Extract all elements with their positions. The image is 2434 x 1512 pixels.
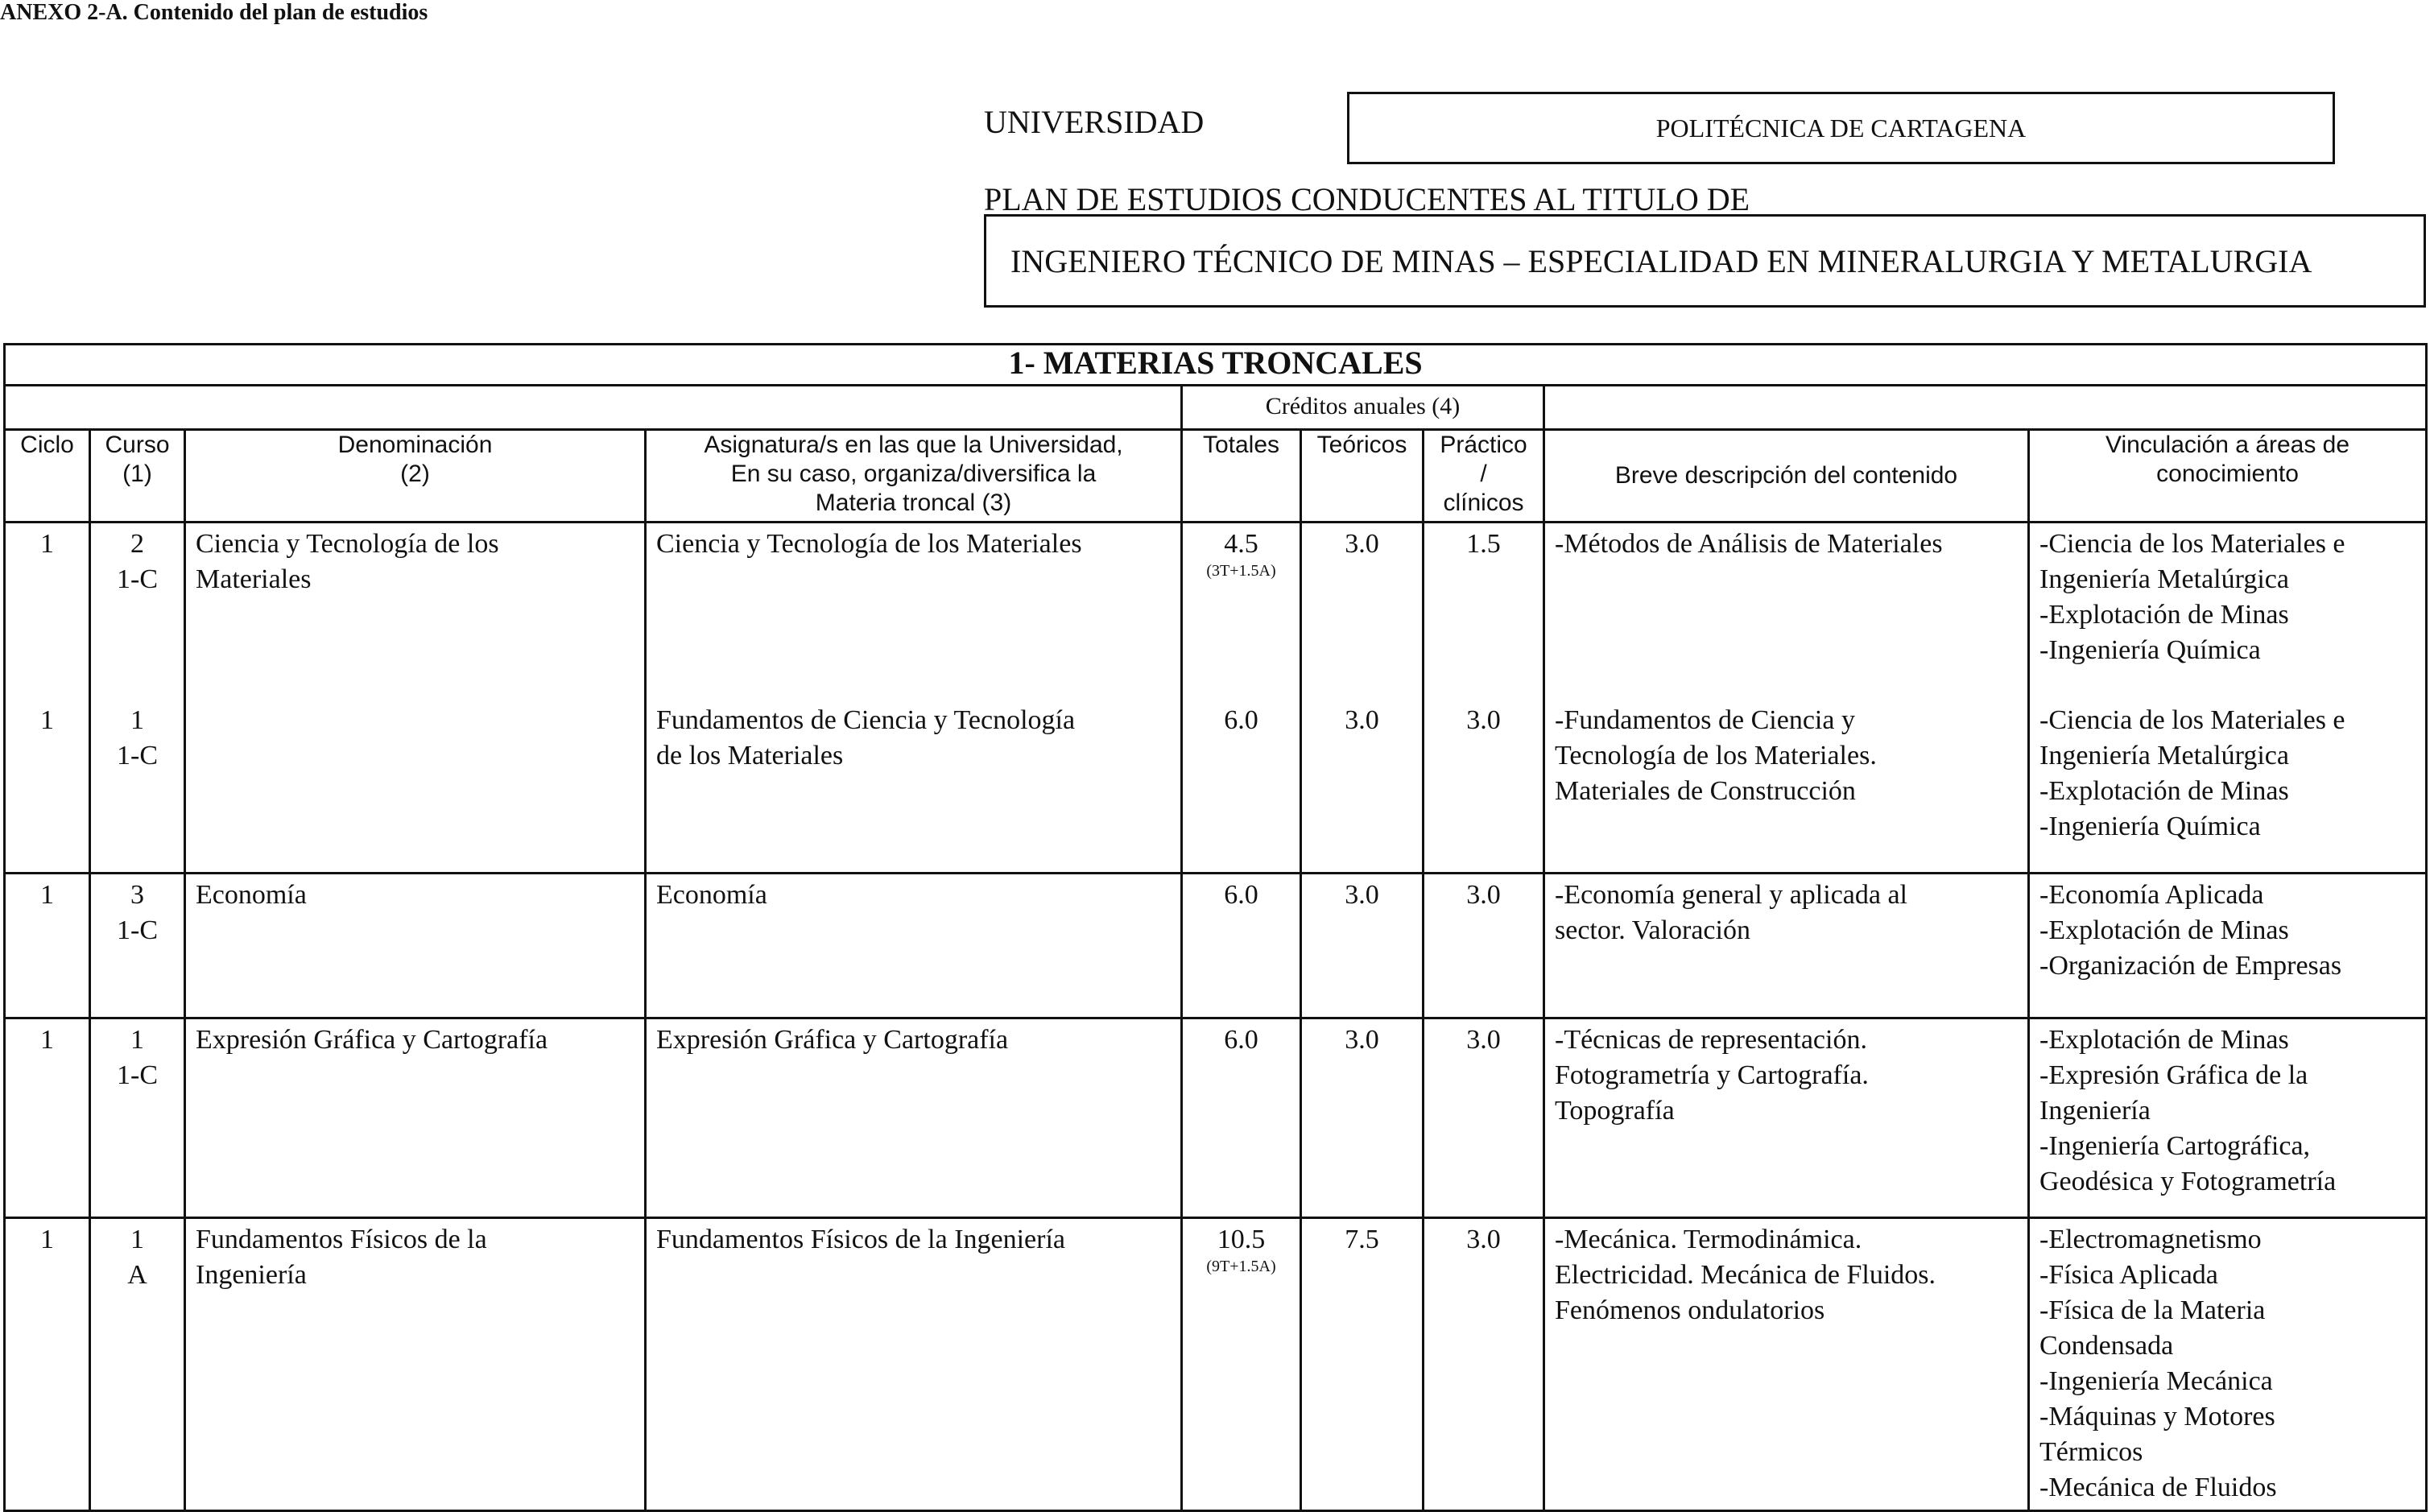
totales-note: (9T+1.5A) — [1206, 1258, 1276, 1275]
descripcion-line: Tecnología de los Materiales. — [1555, 740, 1877, 770]
header-denominacion-label: Denominación — [337, 432, 493, 458]
cell-vinculacion — [2029, 1218, 2427, 1511]
asignatura-line: Fundamentos Físicos de la Ingeniería — [656, 1225, 1066, 1254]
curso-sub-value: 1-C — [117, 564, 158, 594]
header-teoricos — [1301, 430, 1424, 523]
ciclo-value: 1 — [40, 1225, 54, 1254]
vinculacion-line: -Explotación de Minas — [2039, 1025, 2289, 1055]
teoricos-value: 3.0 — [1345, 529, 1379, 559]
header-asignatura — [646, 430, 1182, 523]
table-row — [5, 874, 2427, 1018]
cell-descripcion — [1544, 700, 2029, 874]
ciclo-value: 1 — [40, 1025, 54, 1055]
vinculacion-line: Térmicos — [2039, 1437, 2143, 1467]
curso-value: 1 — [130, 704, 144, 735]
cell-practicos — [1424, 1218, 1544, 1511]
cell-teoricos — [1301, 700, 1424, 874]
header-teoricos-label: Teóricos — [1316, 432, 1407, 458]
header-vinculacion-line-2: conocimiento — [2156, 461, 2299, 487]
vinculacion-line: -Explotación de Minas — [2039, 775, 2289, 806]
cell-asignatura — [646, 1218, 1182, 1511]
totales-note: (3T+1.5A) — [1206, 562, 1276, 580]
cell-curso — [90, 1018, 185, 1218]
degree-title: INGENIERO TÉCNICO DE MINAS – ESPECIALIDAD EN MINERALURGIA Y METALURGIA — [1010, 242, 2312, 279]
header-denominacion — [185, 430, 646, 523]
descripcion-line: -Métodos de Análisis de Materiales — [1555, 529, 1943, 559]
degree-title-box — [984, 214, 2426, 308]
curso-sub-value: 1-C — [117, 915, 158, 945]
cell-totales — [1182, 874, 1301, 1018]
descripcion-line: -Mecánica. Termodinámica. — [1555, 1225, 1862, 1254]
cell-descripcion — [1544, 874, 2029, 1018]
cell-asignatura — [646, 523, 1182, 700]
cell-asignatura — [646, 1018, 1182, 1218]
ciclo-value: 1 — [40, 880, 54, 910]
header-asignatura-line-1: Asignatura/s en las que la Universidad, — [704, 432, 1123, 458]
vinculacion-line: -Electromagnetismo — [2039, 1225, 2262, 1254]
cell-practicos — [1424, 874, 1544, 1018]
table-row — [5, 1218, 2427, 1511]
annex-title: ANEXO 2-A. Contenido del plan de estudios — [0, 0, 428, 25]
empty-group-right — [1544, 386, 2427, 430]
university-name: POLITÉCNICA DE CARTAGENA — [1655, 113, 2027, 143]
curso-sub-value: 1-C — [117, 740, 158, 770]
vinculacion-line: Ingeniería Metalúrgica — [2039, 740, 2289, 770]
curso-value: 1 — [130, 1025, 144, 1055]
cell-ciclo — [5, 1218, 90, 1511]
totales-value: 10.5 — [1217, 1225, 1266, 1254]
denominacion-line: Economía — [196, 880, 307, 910]
vinculacion-line: -Economía Aplicada — [2039, 880, 2264, 910]
descripcion-line: Topografía — [1555, 1096, 1675, 1126]
vinculacion-line: -Física Aplicada — [2039, 1260, 2218, 1290]
curso-value: 3 — [130, 880, 144, 910]
vinculacion-line: Ingeniería Metalúrgica — [2039, 564, 2289, 594]
vinculacion-line: -Organización de Empresas — [2039, 951, 2342, 981]
header-practicos-line-2: / — [1480, 461, 1487, 487]
header-practicos-line-1: Práctico — [1440, 432, 1527, 458]
ciclo-value: 1 — [40, 704, 54, 735]
credits-group-label: Créditos anuales (4) — [1182, 386, 1544, 430]
cell-descripcion — [1544, 1018, 2029, 1218]
cell-totales — [1182, 523, 1301, 700]
vinculacion-line: Condensada — [2039, 1331, 2174, 1361]
header-totales — [1182, 430, 1301, 523]
university-name-box — [1347, 92, 2335, 164]
header-totales-label: Totales — [1202, 432, 1280, 458]
teoricos-value: 3.0 — [1345, 704, 1379, 735]
section-title-row — [5, 345, 2427, 386]
cell-asignatura — [646, 700, 1182, 874]
header-asignatura-line-2: En su caso, organiza/diversifica la — [730, 461, 1097, 487]
credits-group-row — [5, 386, 2427, 430]
vinculacion-line: Geodésica y Fotogrametría — [2039, 1167, 2337, 1196]
vinculacion-line: -Explotación de Minas — [2039, 915, 2289, 945]
denominacion-line: Ciencia y Tecnología de los — [196, 529, 499, 559]
cell-curso — [90, 523, 185, 700]
section-title: 1- MATERIAS TRONCALES — [5, 345, 2427, 386]
descripcion-line: Electricidad. Mecánica de Fluidos. — [1555, 1260, 1936, 1290]
denominacion-line: Ingeniería — [196, 1260, 307, 1290]
cell-totales — [1182, 700, 1301, 874]
totales-value: 4.5 — [1224, 529, 1258, 559]
header-descripcion — [1544, 430, 2029, 523]
vinculacion-line: -Ciencia de los Materiales e — [2039, 529, 2345, 559]
header-descripcion-label: Breve descripción del contenido — [1614, 462, 1958, 489]
vinculacion-line: -Física de la Materia — [2039, 1295, 2266, 1325]
descripcion-line: -Técnicas de representación. — [1555, 1025, 1867, 1055]
cell-ciclo — [5, 1018, 90, 1218]
header-ciclo — [5, 430, 90, 523]
cell-practicos — [1424, 700, 1544, 874]
vinculacion-line: -Mecánica de Fluidos — [2039, 1473, 2277, 1502]
cell-teoricos — [1301, 523, 1424, 700]
descripcion-line: -Economía general y aplicada al — [1555, 880, 1907, 910]
header-curso-note: (1) — [122, 461, 152, 487]
cell-vinculacion — [2029, 1018, 2427, 1218]
cell-denominacion — [185, 874, 646, 1018]
plan-label: PLAN DE ESTUDIOS CONDUCENTES AL TITULO DE — [984, 181, 1750, 217]
university-label: UNIVERSIDAD — [984, 104, 1205, 140]
curso-sub-value: 1-C — [117, 1060, 158, 1090]
header-vinculacion — [2029, 430, 2427, 523]
vinculacion-line: -Ingeniería Química — [2039, 811, 2261, 841]
totales-value: 6.0 — [1224, 880, 1258, 910]
cell-descripcion — [1544, 523, 2029, 700]
asignatura-line: Economía — [656, 880, 767, 910]
cell-denominacion — [185, 700, 646, 874]
cell-denominacion — [185, 1218, 646, 1511]
cell-vinculacion — [2029, 874, 2427, 1018]
totales-value: 6.0 — [1224, 1025, 1258, 1055]
cell-descripcion — [1544, 1218, 2029, 1511]
cell-practicos — [1424, 523, 1544, 700]
cell-denominacion — [185, 523, 646, 700]
table-row — [5, 523, 2427, 700]
denominacion-line: Materiales — [196, 564, 312, 594]
table-row — [5, 1018, 2427, 1218]
asignatura-line: de los Materiales — [656, 740, 844, 770]
asignatura-line: Expresión Gráfica y Cartografía — [656, 1025, 1009, 1055]
cell-asignatura — [646, 874, 1182, 1018]
curso-value: 1 — [130, 1225, 144, 1254]
empty-group-left — [5, 386, 1182, 430]
cell-curso — [90, 700, 185, 874]
vinculacion-line: Ingeniería — [2039, 1096, 2151, 1126]
cell-ciclo — [5, 874, 90, 1018]
descripcion-line: Fotogrametría y Cartografía. — [1555, 1060, 1869, 1090]
asignatura-line: Ciencia y Tecnología de los Materiales — [656, 529, 1082, 559]
header-curso — [90, 430, 185, 523]
header-vinculacion-line-1: Vinculación a áreas de — [2105, 432, 2350, 458]
cell-totales — [1182, 1018, 1301, 1218]
cell-teoricos — [1301, 1218, 1424, 1511]
descripcion-line: sector. Valoración — [1555, 915, 1750, 945]
denominacion-line: Fundamentos Físicos de la — [196, 1225, 487, 1254]
curso-sub-value: A — [127, 1260, 147, 1290]
vinculacion-line: -Explotación de Minas — [2039, 600, 2289, 630]
cell-vinculacion — [2029, 700, 2427, 874]
header-asignatura-line-3: Materia troncal (3) — [815, 490, 1012, 516]
header-practicos — [1424, 430, 1544, 523]
cell-denominacion — [185, 1018, 646, 1218]
cell-teoricos — [1301, 1018, 1424, 1218]
teoricos-value: 3.0 — [1345, 1025, 1379, 1055]
header-denominacion-note: (2) — [400, 461, 430, 487]
table-body — [5, 523, 2427, 1511]
vinculacion-line: -Ingeniería Mecánica — [2039, 1366, 2273, 1396]
header-practicos-line-3: clínicos — [1443, 490, 1524, 516]
descripcion-line: Fenómenos ondulatorios — [1555, 1295, 1825, 1325]
denominacion-line: Expresión Gráfica y Cartografía — [196, 1025, 548, 1055]
practicos-value: 1.5 — [1466, 529, 1501, 559]
cell-ciclo — [5, 523, 90, 700]
curso-value: 2 — [130, 529, 144, 559]
practicos-value: 3.0 — [1466, 880, 1501, 910]
ciclo-value: 1 — [40, 529, 54, 559]
cell-curso — [90, 1218, 185, 1511]
practicos-value: 3.0 — [1466, 1025, 1501, 1055]
teoricos-value: 3.0 — [1345, 880, 1379, 910]
cell-vinculacion — [2029, 523, 2427, 700]
table-row — [5, 700, 2427, 874]
cell-totales — [1182, 1218, 1301, 1511]
vinculacion-line: -Ingeniería Cartográfica, — [2039, 1131, 2311, 1161]
totales-value: 6.0 — [1224, 704, 1258, 735]
cell-ciclo — [5, 700, 90, 874]
cell-curso — [90, 874, 185, 1018]
vinculacion-line: -Máquinas y Motores — [2039, 1402, 2275, 1431]
cell-teoricos — [1301, 874, 1424, 1018]
practicos-value: 3.0 — [1466, 704, 1501, 735]
descripcion-line: Materiales de Construcción — [1555, 775, 1856, 806]
asignatura-line: Fundamentos de Ciencia y Tecnología — [656, 704, 1076, 735]
cell-practicos — [1424, 1018, 1544, 1218]
vinculacion-line: -Ingeniería Química — [2039, 635, 2261, 665]
descripcion-line: -Fundamentos de Ciencia y — [1555, 704, 1855, 735]
materias-troncales-table — [3, 343, 2428, 1512]
header-ciclo-label: Ciclo — [20, 432, 74, 458]
practicos-value: 3.0 — [1466, 1225, 1501, 1254]
header-row — [5, 430, 2427, 523]
vinculacion-line: -Ciencia de los Materiales e — [2039, 704, 2345, 735]
header-curso-label: Curso — [105, 432, 170, 458]
teoricos-value: 7.5 — [1345, 1225, 1379, 1254]
vinculacion-line: -Expresión Gráfica de la — [2039, 1060, 2308, 1090]
